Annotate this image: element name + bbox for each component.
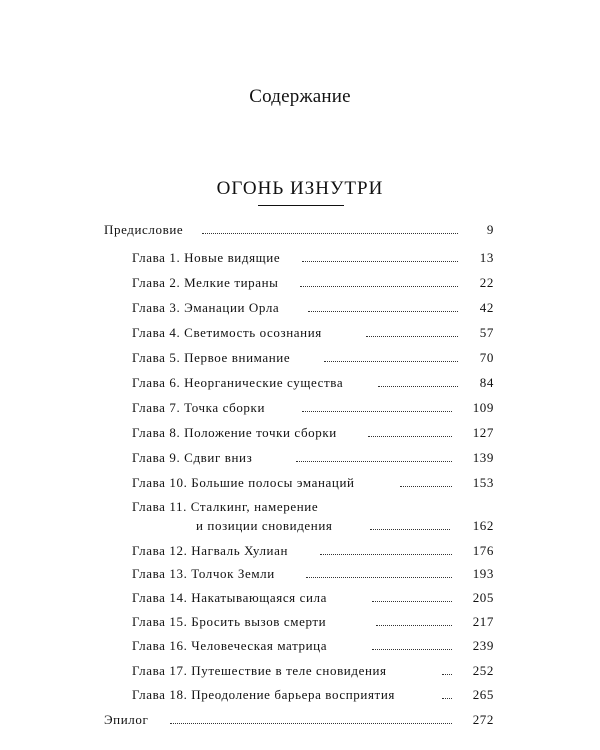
toc-entry-label: Глава 3. Эманации Орла xyxy=(132,300,285,316)
toc-entry-chapter-16 xyxy=(132,638,494,654)
dot-leader xyxy=(302,411,452,412)
toc-entry-label: Глава 2. Мелкие тираны xyxy=(132,275,285,291)
dot-leader xyxy=(306,577,452,578)
book-title: ОГОНЬ ИЗНУТРИ xyxy=(216,178,384,199)
dot-leader xyxy=(324,361,458,362)
toc-entry-chapter-12 xyxy=(132,543,494,559)
dot-leader xyxy=(366,336,458,337)
toc-entry-chapter-13 xyxy=(132,566,494,582)
dot-leader xyxy=(300,286,458,287)
dot-leader xyxy=(368,436,452,437)
toc-entry-page: 205 xyxy=(472,590,494,605)
dot-leader xyxy=(302,261,458,262)
toc-entry-label: Эпилог xyxy=(104,712,154,728)
toc-entry-chapter-4 xyxy=(132,325,494,341)
toc-entry-chapter-8 xyxy=(132,425,494,441)
toc-entry-page: 9 xyxy=(486,222,494,237)
toc-entry-label: Глава 9. Сдвиг вниз xyxy=(132,450,258,466)
toc-entry-chapter-1 xyxy=(132,250,494,266)
dot-leader xyxy=(320,554,452,555)
dot-leader xyxy=(372,649,452,650)
dot-leader xyxy=(376,625,452,626)
toc-entry-chapter-17 xyxy=(132,663,494,679)
toc-entry-label: Глава 6. Неорганические существа xyxy=(132,375,349,391)
toc-entry-label: Предисловие xyxy=(104,222,189,238)
toc-entry-page: 22 xyxy=(479,275,494,290)
toc-entry-page: 70 xyxy=(479,350,494,365)
toc-entry-page: 272 xyxy=(472,712,494,727)
toc-entry-chapter-6 xyxy=(132,375,494,391)
toc-entry-chapter-18 xyxy=(132,687,494,703)
toc-entry-chapter-7 xyxy=(132,400,494,416)
toc-entry-page: 265 xyxy=(472,687,494,702)
title-underline xyxy=(258,205,344,206)
dot-leader xyxy=(308,311,458,312)
toc-entry-page: 42 xyxy=(479,300,494,315)
toc-entry-label: Глава 4. Светимость осознания xyxy=(132,325,328,341)
toc-entry-label: Глава 1. Новые видящие xyxy=(132,250,286,266)
toc-entry-page: 217 xyxy=(472,614,494,629)
toc-entry-page: 193 xyxy=(472,566,494,581)
toc-entry-page: 139 xyxy=(472,450,494,465)
toc-entry-page: 162 xyxy=(472,518,494,533)
toc-entry-label: Глава 18. Преодоление барьера восприятия xyxy=(132,687,401,703)
toc-entry-label: Глава 17. Путешествие в теле сновидения xyxy=(132,663,393,679)
toc-entry-label: Глава 12. Нагваль Хулиан xyxy=(132,543,294,559)
toc-entry-label-continued: и позиции сновидения xyxy=(196,518,336,534)
toc-entry-label: Глава 7. Точка сборки xyxy=(132,400,271,416)
toc-entry-label: Глава 8. Положение точки сборки xyxy=(132,425,343,441)
toc-entry-chapter-9 xyxy=(132,450,494,466)
toc-entry-page: 252 xyxy=(472,663,494,678)
toc-entry-label: Глава 5. Первое внимание xyxy=(132,350,296,366)
toc-entry-page: 84 xyxy=(479,375,494,390)
dot-leader xyxy=(202,233,458,234)
toc-entry-chapter-3 xyxy=(132,300,494,316)
toc-entry-page: 109 xyxy=(472,400,494,415)
toc-entry-label: Глава 15. Бросить вызов смерти xyxy=(132,614,332,630)
dot-leader xyxy=(296,461,452,462)
dot-leader xyxy=(372,601,452,602)
toc-entry-page: 127 xyxy=(472,425,494,440)
toc-entry-chapter-2 xyxy=(132,275,494,291)
toc-entry-chapter-11 xyxy=(132,499,494,537)
toc-entry-chapter-10 xyxy=(132,475,494,491)
toc-entry-preface xyxy=(104,222,494,238)
toc-entry-page: 13 xyxy=(479,250,494,265)
dot-leader xyxy=(370,529,450,530)
toc-entry-label: Глава 14. Накатывающаяся сила xyxy=(132,590,333,606)
toc-entry-epilogue xyxy=(104,712,494,728)
dot-leader xyxy=(442,698,452,699)
toc-entry-page: 176 xyxy=(472,543,494,558)
dot-leader xyxy=(442,674,452,675)
toc-entry-label: Глава 11. Сталкинг, намерение xyxy=(132,499,324,515)
dot-leader xyxy=(400,486,452,487)
toc-entry-label: Глава 10. Большие полосы эманаций xyxy=(132,475,361,491)
toc-entry-label: Глава 13. Толчок Земли xyxy=(132,566,281,582)
toc-entry-chapter-14 xyxy=(132,590,494,606)
toc-entry-chapter-5 xyxy=(132,350,494,366)
dot-leader xyxy=(378,386,458,387)
toc-entry-page: 57 xyxy=(479,325,494,340)
dot-leader xyxy=(170,723,452,724)
toc-entry-label: Глава 16. Человеческая матрица xyxy=(132,638,333,654)
toc-entry-chapter-15 xyxy=(132,614,494,630)
toc-entry-page: 239 xyxy=(472,638,494,653)
toc-entry-page: 153 xyxy=(472,475,494,490)
contents-heading: Содержание xyxy=(249,86,351,107)
